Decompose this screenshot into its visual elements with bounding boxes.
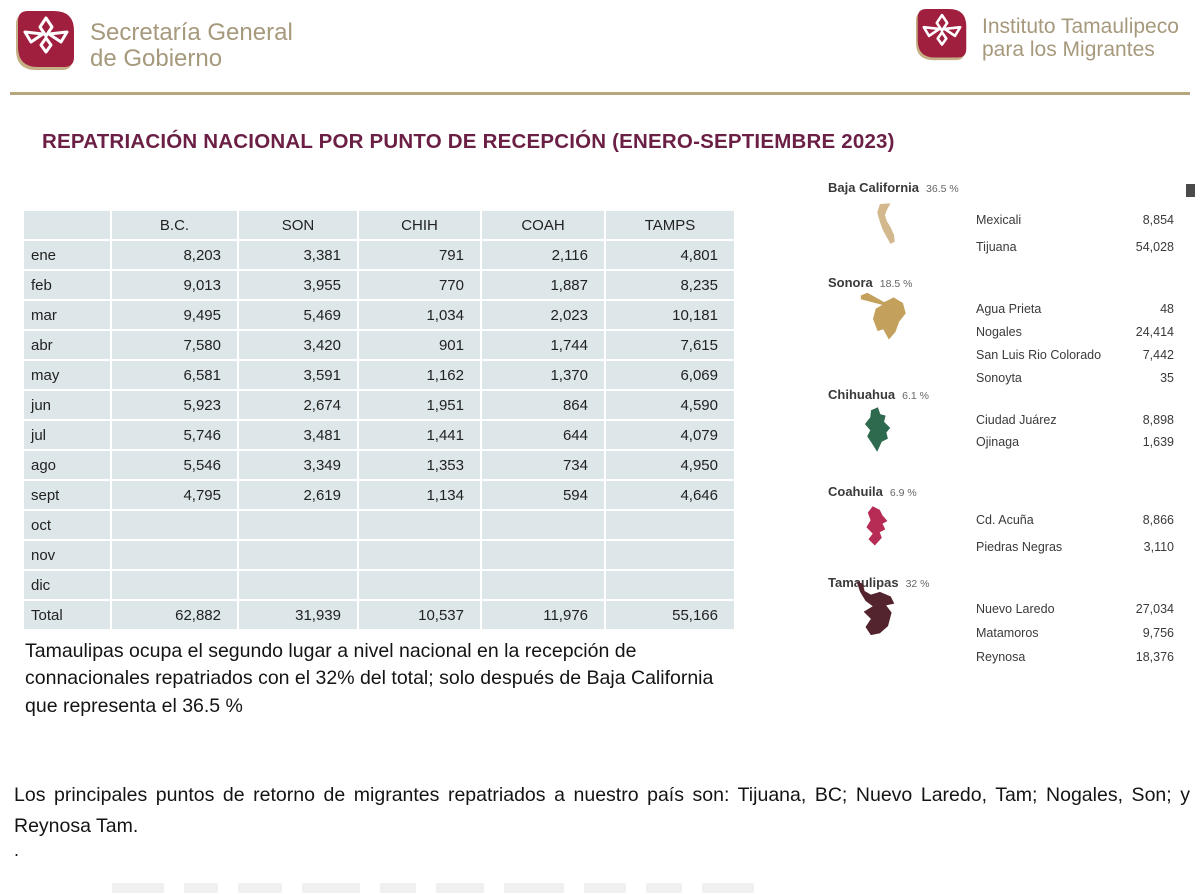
city-value: 3,110 (1143, 539, 1174, 554)
table-cell: 1,162 (359, 361, 480, 389)
city-name: San Luis Rio Colorado (976, 347, 1102, 362)
table-cell: 3,481 (239, 421, 357, 449)
table-row (24, 601, 734, 629)
migrant-institute-emblem-icon (916, 8, 968, 62)
table-cell: 4,950 (606, 451, 734, 479)
table-cell: 3,420 (239, 331, 357, 359)
state-map-icon (852, 577, 906, 646)
ghost-tile (504, 883, 564, 893)
table-cell: 734 (482, 451, 604, 479)
table-cell: 3,955 (239, 271, 357, 299)
table-cell (112, 541, 237, 569)
table-row (24, 541, 734, 569)
table-row (24, 571, 734, 599)
city-name: Cd. Acuña (976, 512, 1034, 527)
table-row-label: feb (24, 271, 110, 299)
table-cell: 31,939 (239, 601, 357, 629)
table-cell (112, 571, 237, 599)
city-row (976, 506, 1174, 533)
state-percent: 18.5 % (879, 278, 913, 290)
city-name: Nuevo Laredo (976, 602, 1055, 616)
screen-edge-artifact (1186, 184, 1195, 197)
summary-note: Tamaulipas ocupa el segundo lugar a nivel nacional en la recepción de connacionales repatriados con el 32% del total; solo después de Baja California que representa el 36.5 % (25, 639, 714, 718)
city-list (976, 597, 1174, 669)
table-cell: 1,134 (359, 481, 480, 509)
city-name: Nogales (976, 324, 1022, 339)
state-map-icon (858, 498, 900, 563)
city-list (976, 297, 1174, 389)
state-section-son (828, 275, 1180, 387)
city-value: 27,034 (1135, 602, 1174, 616)
state-percent: 36.5 % (926, 183, 959, 195)
table-row-label: jul (24, 421, 110, 449)
table-row-label: dic (24, 571, 110, 599)
city-row (976, 206, 1174, 233)
city-row (976, 431, 1174, 453)
table-cell: 10,537 (359, 601, 480, 629)
table-cell: 2,619 (239, 481, 357, 509)
city-value: 48 (1160, 301, 1174, 316)
page-title: REPATRIACIÓN NACIONAL POR PUNTO DE RECEPCIÓN (ENERO-SEPTIEMBRE 2023) (42, 129, 895, 153)
right-logo-line2: para los Migrantes (982, 38, 1155, 62)
table-row (24, 361, 734, 389)
table-cell: 6,069 (606, 361, 734, 389)
table-row-label: sept (24, 481, 110, 509)
city-row (976, 320, 1174, 343)
city-list (976, 206, 1174, 260)
table-cell: 3,591 (239, 361, 357, 389)
table-cell (606, 511, 734, 539)
table-cell: 1,353 (359, 451, 480, 479)
city-row (976, 645, 1174, 669)
table-cell (239, 571, 357, 599)
city-value: 1,639 (1142, 435, 1174, 449)
table-row (24, 301, 734, 329)
state-percent: 32 % (905, 578, 930, 590)
table-body (24, 241, 734, 629)
state-percent: 6.1 % (902, 390, 930, 402)
city-name: Piedras Negras (976, 539, 1063, 554)
city-list (976, 409, 1174, 453)
table-cell: 9,495 (112, 301, 237, 329)
city-value: 9,756 (1142, 626, 1174, 640)
state-map-icon (866, 194, 908, 261)
ghost-tile (436, 883, 484, 893)
table-cell: 9,013 (112, 271, 237, 299)
city-name: Tijuana (976, 239, 1017, 254)
table-cell: 2,116 (482, 241, 604, 269)
city-row (976, 533, 1174, 560)
ghost-tile (238, 883, 282, 893)
table-row-label: may (24, 361, 110, 389)
table-cell: 55,166 (606, 601, 734, 629)
table-cell: 1,951 (359, 391, 480, 419)
table-cell (359, 511, 480, 539)
state-percent: 6.9 % (889, 487, 917, 499)
city-value: 35 (1160, 370, 1174, 385)
table-cell: 864 (482, 391, 604, 419)
state-header (828, 484, 1180, 499)
header-divider (10, 92, 1190, 95)
table-cell (112, 511, 237, 539)
table-cell: 8,235 (606, 271, 734, 299)
city-name: Ciudad Juárez (976, 413, 1057, 427)
state-map-icon (858, 289, 916, 352)
city-value: 18,376 (1135, 650, 1174, 664)
table-cell: 4,795 (112, 481, 237, 509)
table-cell: 644 (482, 421, 604, 449)
city-row (976, 233, 1174, 260)
city-name: Agua Prieta (976, 301, 1042, 316)
right-logo-line1: Instituto Tamaulipeco (982, 15, 1179, 38)
state-section-coah (828, 484, 1180, 575)
table-row (24, 271, 734, 299)
table-cell: 4,646 (606, 481, 734, 509)
city-name: Reynosa (976, 650, 1026, 664)
left-logo-title (90, 10, 293, 73)
state-name: Tamaulipas (828, 575, 899, 590)
table-cell: 5,469 (239, 301, 357, 329)
table-cell (359, 571, 480, 599)
state-header (828, 387, 1180, 402)
table-cell: 1,441 (359, 421, 480, 449)
table-cell: 4,801 (606, 241, 734, 269)
right-logo-title (982, 8, 1179, 61)
table-cell: 2,674 (239, 391, 357, 419)
state-name: Baja California (828, 180, 920, 195)
table-cell (239, 511, 357, 539)
state-map-icon (858, 401, 904, 466)
table-cell (606, 571, 734, 599)
city-name: Matamoros (976, 626, 1039, 640)
data-table (22, 209, 736, 631)
table-cell: 6,581 (112, 361, 237, 389)
table-row (24, 481, 734, 509)
state-section-tamps (828, 575, 1180, 685)
table-cell: 5,923 (112, 391, 237, 419)
city-value: 8,898 (1142, 413, 1174, 427)
city-row (976, 343, 1174, 366)
right-logo (916, 8, 1179, 62)
table-cell (482, 541, 604, 569)
city-value: 54,028 (1135, 239, 1174, 254)
states-panel (828, 180, 1180, 685)
state-name: Chihuahua (828, 387, 896, 402)
table-cell: 3,381 (239, 241, 357, 269)
table-cell: 3,349 (239, 451, 357, 479)
table-row (24, 511, 734, 539)
city-row (976, 621, 1174, 645)
ghost-tile (702, 883, 754, 893)
left-logo-line2: de Gobierno (90, 45, 223, 73)
table-cell: 901 (359, 331, 480, 359)
table-row-label: nov (24, 541, 110, 569)
table-row (24, 421, 734, 449)
city-name: Ojinaga (976, 435, 1020, 449)
state-header (828, 180, 1180, 195)
state-section-chih (828, 387, 1180, 484)
table-cell: 594 (482, 481, 604, 509)
city-name: Mexicali (976, 212, 1022, 227)
taskbar-ghost (112, 883, 754, 893)
table-cell (482, 571, 604, 599)
state-section-bc (828, 180, 1180, 275)
table-row-label: abr (24, 331, 110, 359)
table-cell: 10,181 (606, 301, 734, 329)
table-cell (606, 541, 734, 569)
table-row-label: jun (24, 391, 110, 419)
table-row-label: oct (24, 511, 110, 539)
city-name: Sonoyta (976, 370, 1022, 385)
city-value: 24,414 (1135, 324, 1174, 339)
table-cell: 8,203 (112, 241, 237, 269)
city-value: 8,866 (1142, 512, 1174, 527)
table-row-label: ago (24, 451, 110, 479)
table-col-header: CHIH (359, 211, 480, 239)
table-row (24, 391, 734, 419)
table-row (24, 241, 734, 269)
table-cell: 7,580 (112, 331, 237, 359)
government-emblem-icon (16, 10, 76, 72)
table-col-header: COAH (482, 211, 604, 239)
table-cell (482, 511, 604, 539)
ghost-tile (380, 883, 416, 893)
state-name: Sonora (828, 275, 873, 290)
ghost-tile (584, 883, 626, 893)
table-cell: 62,882 (112, 601, 237, 629)
table-head (24, 211, 734, 239)
table-cell: 1,744 (482, 331, 604, 359)
ghost-tile (646, 883, 682, 893)
table-corner-cell (24, 211, 110, 239)
ghost-tile (112, 883, 164, 893)
table-cell: 791 (359, 241, 480, 269)
table-cell (359, 541, 480, 569)
city-value: 8,854 (1142, 212, 1174, 227)
footer-text: Los principales puntos de retorno de migrantes repatriados a nuestro país son: Tijuana, BC; Nuevo Laredo, Tam; Nogales, Son; y Reynosa Tam. (14, 783, 1190, 837)
table-col-header: B.C. (112, 211, 237, 239)
ghost-tile (184, 883, 218, 893)
table-row-label: ene (24, 241, 110, 269)
city-row (976, 597, 1174, 621)
stray-period: . (14, 840, 20, 860)
table-cell: 1,887 (482, 271, 604, 299)
table-cell: 2,023 (482, 301, 604, 329)
table-cell: 5,546 (112, 451, 237, 479)
table-cell: 1,034 (359, 301, 480, 329)
left-logo-line1: Secretaría General (90, 19, 293, 46)
table-cell: 770 (359, 271, 480, 299)
table-col-header: SON (239, 211, 357, 239)
table-cell: 11,976 (482, 601, 604, 629)
table-row (24, 331, 734, 359)
table-row-label: Total (24, 601, 110, 629)
ghost-tile (302, 883, 360, 893)
table-cell: 7,615 (606, 331, 734, 359)
table-cell: 5,746 (112, 421, 237, 449)
state-header (828, 275, 1180, 290)
state-name: Coahuila (828, 484, 883, 499)
city-value: 7,442 (1142, 347, 1174, 362)
table-cell: 4,590 (606, 391, 734, 419)
table-cell (239, 541, 357, 569)
city-row (976, 409, 1174, 431)
city-list (976, 506, 1174, 560)
table-row (24, 451, 734, 479)
table-cell: 4,079 (606, 421, 734, 449)
left-logo (16, 10, 293, 73)
city-row (976, 297, 1174, 320)
city-row (976, 366, 1174, 389)
table-cell: 1,370 (482, 361, 604, 389)
table-col-header: TAMPS (606, 211, 734, 239)
table-row-label: mar (24, 301, 110, 329)
